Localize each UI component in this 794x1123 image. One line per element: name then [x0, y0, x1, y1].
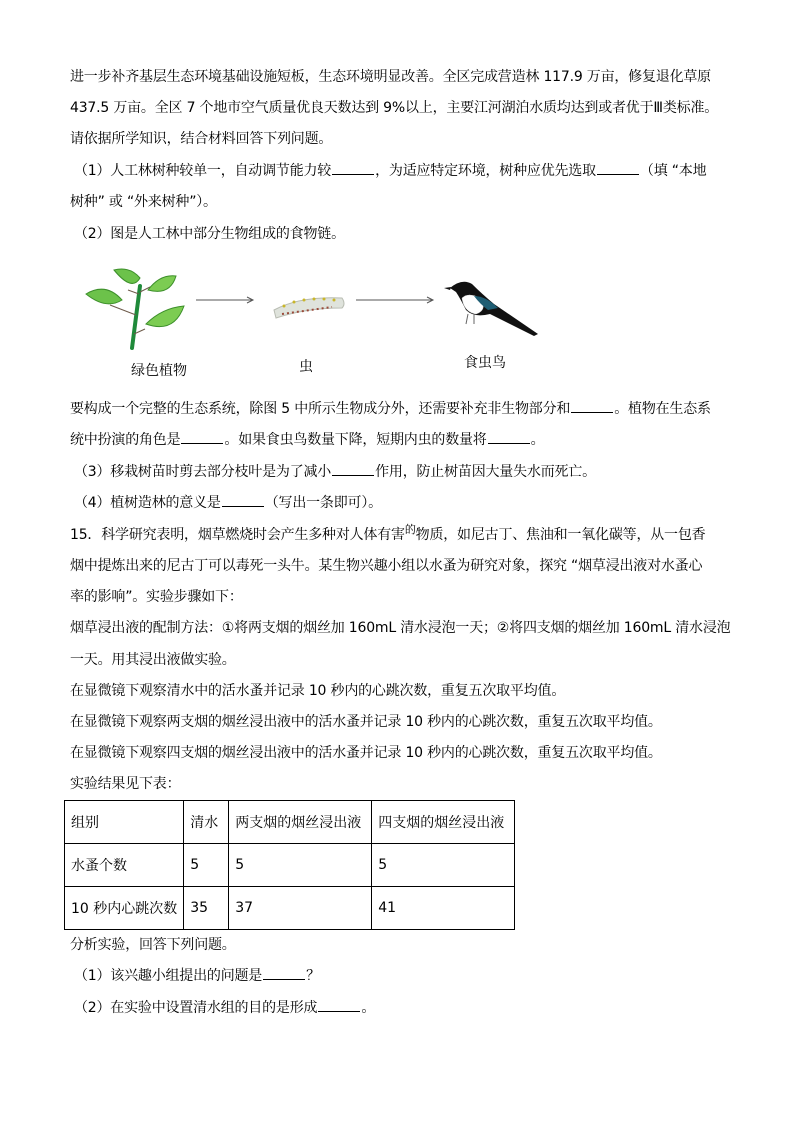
answer-blank — [222, 494, 264, 507]
table-header-cell: 两支烟的烟丝浸出液 — [229, 801, 372, 844]
answer-blank — [332, 463, 374, 476]
q14-sub2-text2-c: 。 — [530, 432, 545, 448]
food-chain-label-bird: 食虫鸟 — [464, 355, 506, 371]
table-cell: 35 — [184, 887, 229, 930]
table-cell: 5 — [229, 844, 372, 887]
answer-blank — [181, 431, 223, 444]
q14-sub1-line2: 树种” 或 “外来树种”）。 — [70, 194, 217, 210]
q15-line9: 实验结果见下表： — [70, 776, 181, 792]
q15-analysis: 分析实验，回答下列问题。 — [70, 937, 236, 953]
q15-sub2-text-a: （2）在实验中设置清水组的目的是形成 — [74, 1000, 318, 1016]
q15-line8: 在显微镜下观察四支烟的烟丝浸出液中的活水蚤并记录 10 秒内的心跳次数，重复五次取平均值。 — [70, 745, 662, 761]
q15-sub1-text-a: （1）该兴趣小组提出的问题是 — [74, 968, 263, 984]
q15-line2: 烟中提炼出来的尼古丁可以毒死一头牛。某生物兴趣小组以水蚤为研究对象，探究 “烟草浸出液对水蚤心 — [70, 558, 703, 574]
table-cell: 37 — [229, 887, 372, 930]
table-row — [65, 887, 515, 930]
food-chain-figure — [70, 262, 570, 382]
q15-sub2-text-b: 。 — [361, 1000, 376, 1016]
q14-sub2-intro: （2）图是人工林中部分生物组成的食物链。 — [74, 226, 345, 242]
q15-line1-text-a: 15．科学研究表明，烟草燃烧时会产生多种对人体有害 — [70, 527, 405, 543]
answer-blank — [332, 162, 374, 175]
q14-sub4 — [74, 494, 382, 512]
table-row — [65, 844, 515, 887]
table-cell: 5 — [184, 844, 229, 887]
q15-line1-text-b: 物质，如尼古丁、焦油和一氧化碳等，从一包香 — [415, 527, 706, 543]
q14-sub3 — [74, 463, 596, 481]
answer-blank — [263, 967, 305, 980]
q14-sub2-text2-a: 统中扮演的角色是 — [70, 432, 181, 448]
table-cell: 水蚤个数 — [65, 844, 184, 887]
answer-blank — [571, 400, 613, 413]
q15-sub1-text-b: ？ — [306, 968, 320, 984]
intro-line-2: 437.5 万亩。全区 7 个地市空气质量优良天数达到 9%以上，主要江河湖泊水质均达到或者优于Ⅲ类标准。 — [70, 100, 719, 116]
q14-sub4-text-a: （4）植树造林的意义是 — [74, 495, 221, 511]
q15-line4: 烟草浸出液的配制方法：①将两支烟的烟丝加 160mL 清水浸泡一天；②将四支烟的烟丝加 160mL 清水浸泡 — [70, 620, 731, 636]
table-cell: 41 — [372, 887, 515, 930]
magpie-bird-icon — [444, 282, 538, 336]
q15-sub2 — [74, 999, 375, 1017]
q14-sub3-text-b: 作用，防止树苗因大量失水而死亡。 — [375, 464, 596, 480]
q14-sub4-text-b: （写出一条即可）。 — [264, 495, 382, 511]
table-header-cell: 组别 — [65, 801, 184, 844]
q14-sub2-line1 — [70, 400, 711, 418]
answer-blank — [318, 999, 360, 1012]
q14-sub2-line2 — [70, 431, 544, 449]
intro-line-1: 进一步补齐基层生态环境基础设施短板，生态环境明显改善。全区完成营造林 117.9 万亩，修复退化草原 — [70, 69, 711, 85]
q14-sub1-text-b: ，为适应特定环境，树种应优先选取 — [375, 163, 596, 179]
q14-sub1-text-a: （1）人工林树种较单一，自动调节能力较 — [74, 163, 332, 179]
q15-line6: 在显微镜下观察清水中的活水蚤并记录 10 秒内的心跳次数，重复五次取平均值。 — [70, 683, 566, 699]
results-table — [64, 800, 515, 930]
table-header-cell: 四支烟的烟丝浸出液 — [372, 801, 515, 844]
table-header-cell: 清水 — [184, 801, 229, 844]
q14-sub2-text1-a: 要构成一个完整的生态系统，除图 5 中所示生物成分外，还需要补充非生物部分和 — [70, 401, 571, 417]
food-chain-label-plant: 绿色植物 — [131, 363, 187, 379]
q14-sub2-text2-b: 。如果食虫鸟数量下降，短期内虫的数量将 — [224, 432, 487, 448]
plant-icon — [86, 269, 184, 348]
q14-sub1-text-c: （填 “本地 — [639, 163, 707, 179]
food-chain-label-insect: 虫 — [299, 359, 313, 375]
table-cell: 5 — [372, 844, 515, 887]
q15-line5: 一天。用其浸出液做实验。 — [70, 652, 236, 668]
intro-line-3: 请依据所学知识，结合材料回答下列问题。 — [70, 131, 333, 147]
q15-line1 — [70, 523, 706, 545]
q14-sub3-text-a: （3）移栽树苗时剪去部分枝叶是为了减小 — [74, 464, 332, 480]
q14-sub1-line1 — [74, 162, 706, 180]
q15-line7: 在显微镜下观察两支烟的烟丝浸出液中的活水蚤并记录 10 秒内的心跳次数，重复五次取平均值。 — [70, 714, 662, 730]
q15-line1-superscript: 的 — [404, 523, 416, 536]
caterpillar-icon — [274, 298, 344, 319]
answer-blank — [597, 162, 639, 175]
table-header-row — [65, 801, 515, 844]
arrow-icon — [196, 297, 253, 303]
table-cell: 10 秒内心跳次数 — [65, 887, 184, 930]
q15-line3: 率的影响”。实验步骤如下： — [70, 589, 243, 605]
q14-sub2-text1-b: 。植物在生态系 — [614, 401, 711, 417]
q15-sub1 — [74, 967, 320, 985]
answer-blank — [488, 431, 530, 444]
arrow-icon — [356, 297, 433, 303]
